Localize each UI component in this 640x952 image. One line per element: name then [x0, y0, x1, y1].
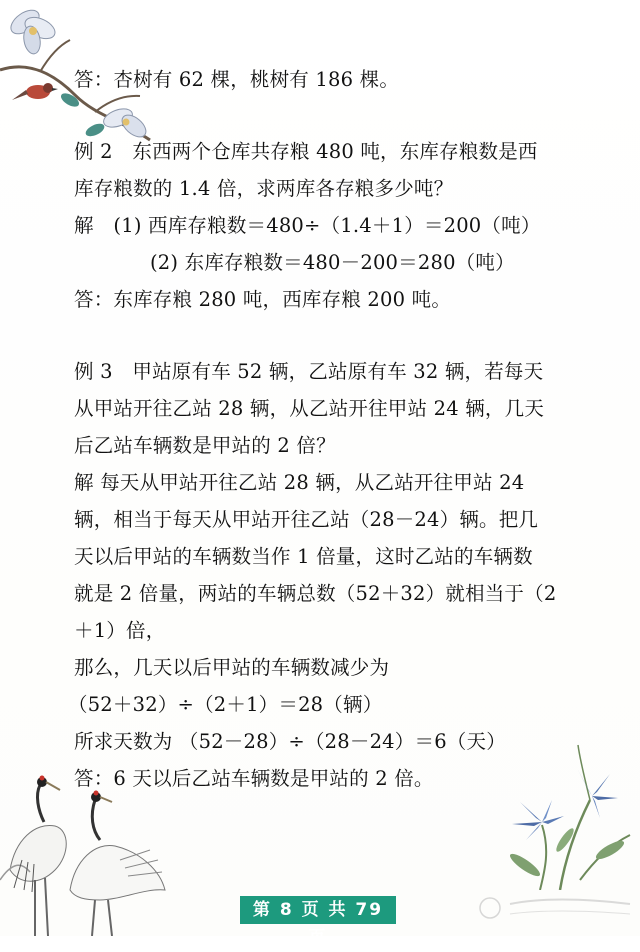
- example-3-text-2: 从甲站开往乙站 28 辆，从乙站开往甲站 24 辆，几天: [74, 397, 545, 420]
- example-3-solution-2: 辆，相当于每天从甲站开往乙站（28－24）辆。把几: [74, 508, 539, 531]
- example-3-calc-2: 所求天数为 （52－28）÷（28－24）＝6（天）: [74, 730, 506, 753]
- example-3-title: 例 3 甲站原有车 52 辆，乙站原有车 32 辆，若每天: [74, 360, 544, 383]
- page-number-badge: 第 8 页 共 79 页: [240, 896, 396, 924]
- example-3-solution-6: 那么，几天以后甲站的车辆数减少为: [74, 656, 390, 679]
- example-2-solution-step-1: 解 (1) 西库存粮数＝480÷（1.4＋1）＝200（吨）: [74, 214, 541, 237]
- example-2-solution-step-2: (2) 东库存粮数＝480－200＝280（吨）: [150, 251, 515, 274]
- example-3-answer: 答：6 天以后乙站车辆数是甲站的 2 倍。: [74, 767, 434, 790]
- example-3-solution-1: 解 每天从甲站开往乙站 28 辆，从乙站开往甲站 24: [74, 471, 525, 494]
- example-3-solution-4: 就是 2 倍量，两站的车辆总数（52＋32）就相当于（2: [74, 582, 557, 605]
- example-3-solution-3: 天以后甲站的车辆数当作 1 倍量，这时乙站的车辆数: [74, 545, 533, 568]
- answer-line-1: 答：杏树有 62 棵，桃树有 186 棵。: [74, 68, 400, 91]
- example-2-answer: 答：东库存粮 280 吨，西库存粮 200 吨。: [74, 288, 452, 311]
- example-2-question: 库存粮数的 1.4 倍，求两库各存粮多少吨？: [74, 177, 454, 200]
- example-3-text-3: 后乙站车辆数是甲站的 2 倍？: [74, 434, 336, 457]
- example-2-title: 例 2 东西两个仓库共存粮 480 吨，东库存粮数是西: [74, 140, 538, 163]
- lily-flowers-icon: [480, 740, 640, 890]
- watermark-logo-icon: [470, 880, 640, 936]
- cranes-illustration-icon: [0, 760, 175, 936]
- example-3-calc-1: （52＋32）÷（2＋1）＝28（辆）: [68, 693, 383, 716]
- example-3-solution-5: ＋1）倍，: [74, 619, 166, 642]
